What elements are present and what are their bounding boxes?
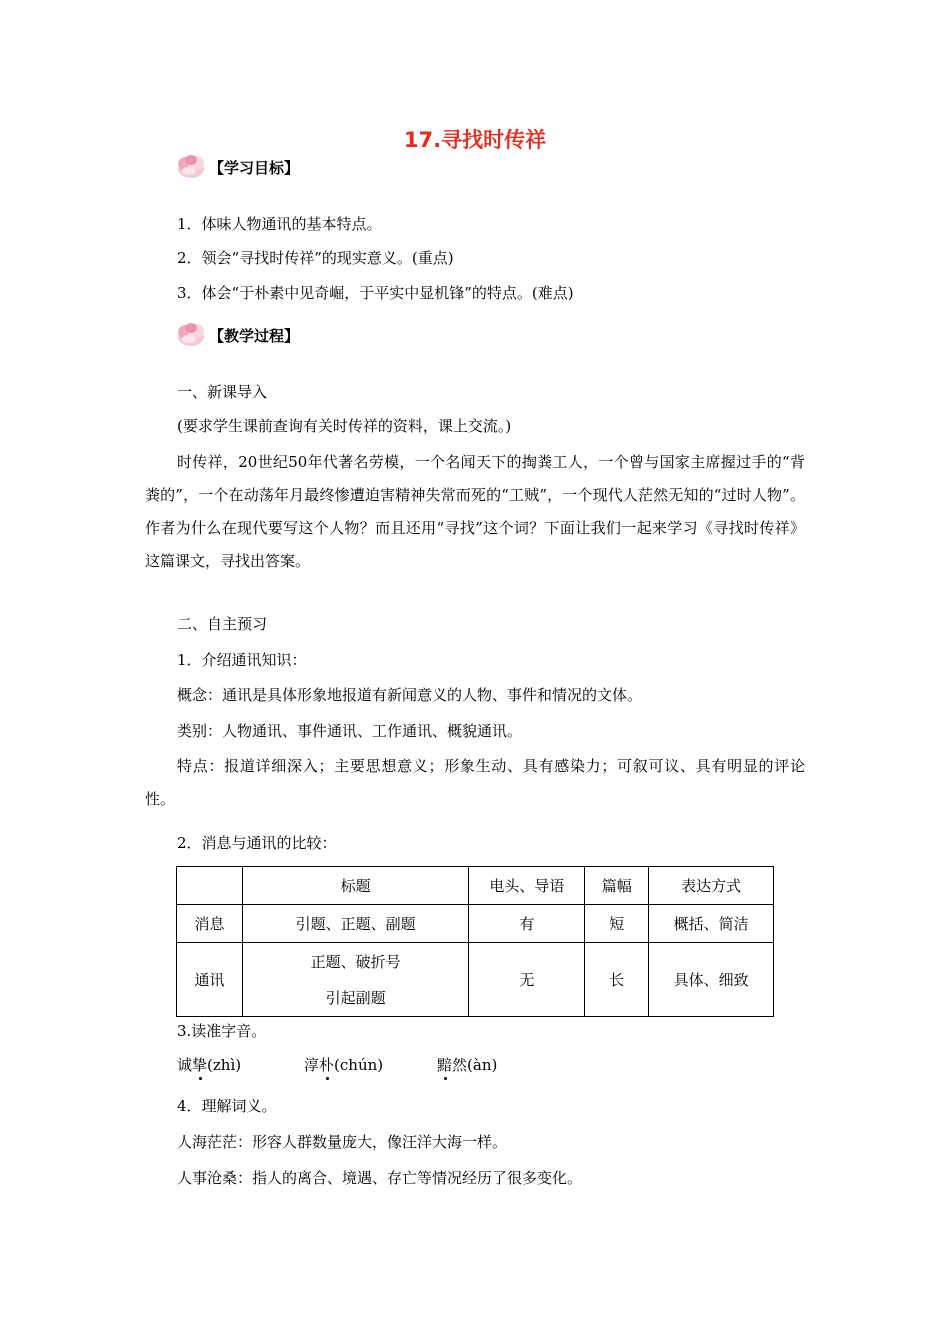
- item-2: 2．消息与通讯的比较：: [177, 834, 337, 852]
- pinyin-reading: (zhì): [207, 1056, 242, 1074]
- comparison-table: [176, 866, 774, 1017]
- section-label: 【教学过程】: [209, 327, 300, 345]
- table-cell: 无: [469, 943, 585, 1017]
- table-row: [177, 905, 774, 943]
- word-definition: 人事沧桑：指人的离合、境遇、存亡等情况经历了很多变化。: [177, 1169, 583, 1187]
- concept-line: 概念：通讯是具体形象地报道有新闻意义的人物、事件和情况的文体。: [177, 686, 643, 704]
- table-header-cell: 标题: [242, 867, 469, 905]
- table-row: [177, 943, 774, 1017]
- section-header-process: [175, 314, 299, 348]
- dotted-char: 朴: [319, 1056, 335, 1074]
- table-cell: 消息: [177, 905, 243, 943]
- table-cell: 具体、细致: [649, 943, 774, 1017]
- table-header-cell: 电头、导语: [469, 867, 585, 905]
- table-header-cell: 表达方式: [649, 867, 774, 905]
- flower-icon: [175, 318, 207, 348]
- dotted-char: 黯: [437, 1056, 453, 1074]
- table-header-row: [177, 867, 774, 905]
- table-cell-line: 引起副题: [325, 988, 386, 1007]
- pinyin-word: 淳朴(chún): [304, 1056, 384, 1074]
- flower-icon: [175, 150, 207, 180]
- part2-heading: 二、自主预习: [177, 615, 268, 633]
- item-3: 3.读准字音。: [177, 1022, 267, 1040]
- table-header-cell: [177, 867, 243, 905]
- intro-paragraph: 时传祥，20世纪50年代著名劳模，一个名闻天下的掏粪工人，一个曾与国家主席握过手的“背粪的”，一个在动荡年月最终惨遭迫害精神失常而死的“工贼”，一个现代人茫然无知的“过时人物”。作者为什么在现代要写这个人物？而且还用“寻找”这个词？下面让我们一起来学习《寻找时传祥》这篇课文，寻找出答案。: [145, 453, 805, 570]
- table-cell: 长: [585, 943, 649, 1017]
- part1-note: (要求学生课前查询有关时传祥的资料，课上交流。): [177, 417, 512, 435]
- item-1: 1．介绍通讯知识：: [177, 651, 307, 669]
- goal-item-2: 2．领会“寻找时传祥”的现实意义。(重点): [177, 249, 454, 267]
- item-4: 4．理解词义。: [177, 1097, 277, 1115]
- pinyin-word: 诚挚(zhì): [177, 1056, 242, 1074]
- table-cell: 概括、简洁: [649, 905, 774, 943]
- table-cell: 通讯: [177, 943, 243, 1017]
- pinyin-reading: (chún): [334, 1056, 384, 1074]
- features-paragraph: 特点：报道详细深入；主要思想意义；形象生动、具有感染力；可叙可议、具有明显的评论性。: [145, 757, 805, 808]
- table-cell: 短: [585, 905, 649, 943]
- goal-item-1: 1．体味人物通讯的基本特点。: [177, 215, 382, 233]
- part1-heading: 一、新课导入: [177, 383, 268, 401]
- table-cell: 有: [469, 905, 585, 943]
- table-header-cell: 篇幅: [585, 867, 649, 905]
- pinyin-word: 黯然(àn): [437, 1056, 498, 1074]
- section-header-goals: [175, 146, 299, 180]
- pinyin-reading: (àn): [467, 1056, 498, 1074]
- types-line: 类别：人物通讯、事件通讯、工作通讯、概貌通讯。: [177, 722, 523, 740]
- table-cell: 引题、正题、副题: [242, 905, 469, 943]
- table-cell-line: 正题、破折号: [310, 952, 401, 971]
- page-title: 17.寻找时传祥: [403, 128, 547, 152]
- table-cell: [242, 943, 469, 1017]
- section-label: 【学习目标】: [209, 159, 300, 177]
- word-definition: 人海茫茫：形容人群数量庞大，像汪洋大海一样。: [177, 1133, 508, 1151]
- dotted-char: 挚: [192, 1056, 208, 1074]
- goal-item-3: 3．体会“于朴素中见奇崛，于平实中显机锋”的特点。(难点): [177, 284, 574, 302]
